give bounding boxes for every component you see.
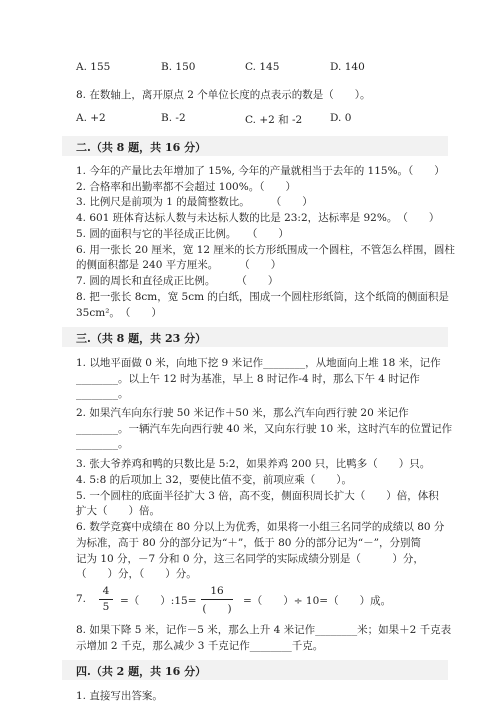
s3-q7-part2: =（ ）÷ 10=（ ）成。 xyxy=(243,595,392,607)
q8-option-b: B. -2 xyxy=(161,112,186,124)
section3-header xyxy=(62,327,448,347)
s3-line-11: 6. 数学竞赛中成绩在 80 分以上为优秀，如果将一小组三名同学的成绩以 80 分 xyxy=(76,521,445,533)
s2-line-9: 8. 把一张长 8cm，宽 5cm 的白纸，围成一个圆柱形纸筒，这个纸筒的侧面积是 xyxy=(76,291,449,303)
s3-line-5: ________。一辆汽车先向西行驶 40 米，又向东行驶 10 米，这时汽车的位置记作 xyxy=(76,423,453,435)
q8-option-d: D. 0 xyxy=(330,112,352,124)
s2-line-1: 1. 今年的产量比去年增加了 15%, 今年的产量就相当于去年的 115%。（ ） xyxy=(76,165,445,177)
q7-option-a: A. 155 xyxy=(76,61,111,73)
s3-line-7: 3. 张大爷养鸡和鸭的只数比是 5:2，如果养鸡 200 只，比鸭多（ ）只。 xyxy=(76,458,431,470)
s3-line-2: ________。以上午 12 时为基准，早上 8 时记作-4 时，那么下午 4 时记作 xyxy=(76,373,420,385)
section4-title: 四.（共 2 题，共 16 分） xyxy=(76,665,207,678)
section4-header xyxy=(62,660,448,680)
s3-line-10: 扩大（ ）倍。 xyxy=(76,505,160,517)
s3-q8-line-2: 示增加 2 千克，那么减少 3 千克记作________千克。 xyxy=(76,640,324,652)
s3-q7-frac1-bar xyxy=(99,599,113,600)
q7-option-c: C. 145 xyxy=(245,61,280,73)
s3-q7-frac1-denominator: 5 xyxy=(102,601,110,613)
q7-option-b: B. 150 xyxy=(161,61,196,73)
s3-line-14: （ ）分，（ ）分。 xyxy=(76,568,197,580)
s2-line-5: 5. 圆的面积与它的半径成正比例。 （ ） xyxy=(76,228,289,240)
s2-line-8: 7. 圆的周长和直径成正比例。 （ ） xyxy=(76,275,279,287)
s3-line-8: 4. 5:8 的后项加上 32，要使比值不变，前项应乘（ ）。 xyxy=(76,474,353,486)
s3-line-1: 1. 以地平面做 0 米，向地下挖 9 米记作________，从地面向上堆 18 米，记作 xyxy=(76,357,441,369)
s2-line-4: 4. 601 班体育达标人数与未达标人数的比是 23:2，达标率是 92%。 （ ） xyxy=(76,212,440,224)
s2-line-2: 2. 合格率和出勤率都不会超过 100%。（ ） xyxy=(76,181,296,193)
q8-option-c: C. +2 和 -2 xyxy=(245,114,303,126)
s3-line-6: ________。 xyxy=(76,438,129,450)
s2-line-10: 35cm²。 （ ） xyxy=(76,307,162,319)
q8-stem: 8. 在数轴上，离开原点 2 个单位长度的点表示的数是（ ）。 xyxy=(76,89,371,101)
s3-q7-frac2-numerator: 16 xyxy=(210,585,224,597)
q7-option-d: D. 140 xyxy=(330,61,365,73)
s2-line-3: 3. 比例尺是前项为 1 的最简整数比。 （ ） xyxy=(76,196,313,208)
s3-q8-line-1: 8. 如果下降 5 米，记作－5 米，那么上升 4 米记作________米；如果＋2 千克表 xyxy=(76,624,452,636)
section2-header xyxy=(62,136,448,156)
q8-option-a: A. +2 xyxy=(76,112,106,124)
s3-q7-frac2-denominator: ( ) xyxy=(202,603,232,615)
s3-q7-frac1-numerator: 4 xyxy=(102,585,110,597)
s4-line-1: 1. 直接写出答案。 xyxy=(76,690,163,702)
section3-title: 三.（共 8 题，共 23 分） xyxy=(76,332,207,345)
section2-title: 二.（共 8 题，共 16 分） xyxy=(76,141,207,154)
s3-line-9: 5. 一个圆柱的底面半径扩大 3 倍，高不变，侧面积周长扩大（ ）倍，体积 xyxy=(76,490,439,502)
s3-line-4: 2. 如果汽车向东行驶 50 米记作＋50 米，那么汽车向西行驶 20 米记作 xyxy=(76,407,409,419)
s3-line-3: ________。 xyxy=(76,388,129,400)
s3-q7-part1: =（ ）:15= xyxy=(120,595,197,607)
s3-q7-label: 7. xyxy=(76,593,87,605)
s3-line-13: 记为 10 分，－7 分和 0 分，这三名同学的实际成绩分别是（ ）分， xyxy=(76,553,424,565)
s2-line-6: 6. 用一张长 20 厘米，宽 12 厘米的长方形纸围成一个圆柱，不管怎么样围，圆柱 xyxy=(76,244,455,256)
s3-q7-frac2-bar xyxy=(201,599,233,600)
s2-line-7: 的侧面积都是 240 平方厘米。 （ ） xyxy=(76,259,282,271)
s3-line-12: 为标准，高于 80 分的部分记为“＋”，低于 80 分的部分记为“－”，分别简 xyxy=(76,537,422,549)
